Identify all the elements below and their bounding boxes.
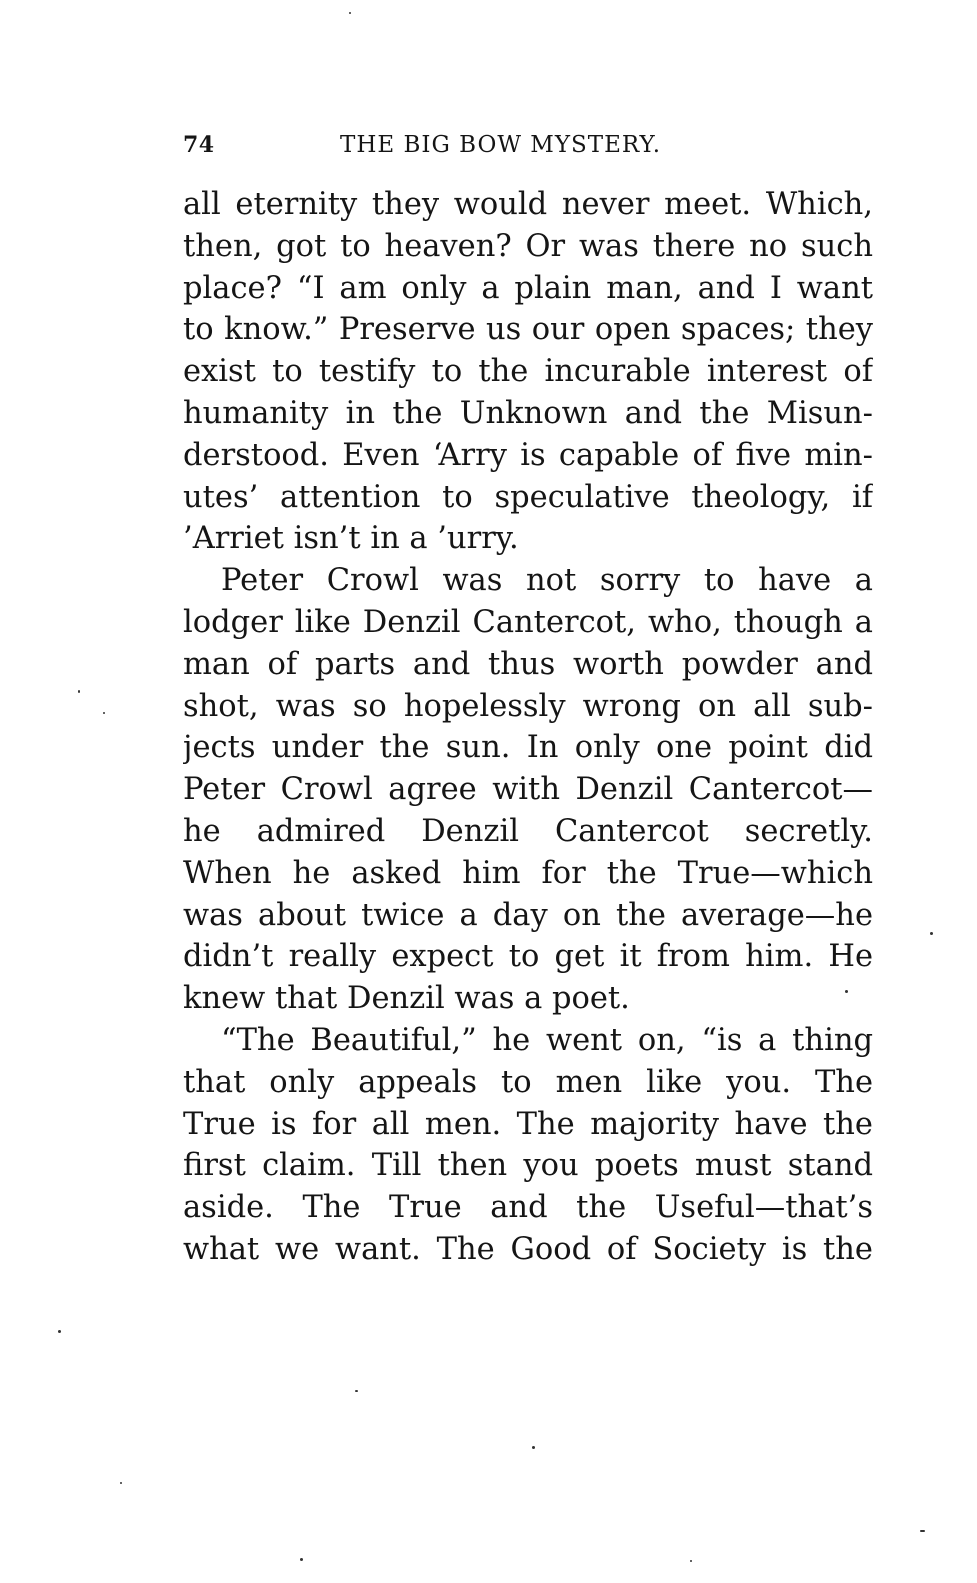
running-head xyxy=(183,124,873,164)
scan-speck xyxy=(103,712,105,714)
text-line: ’Arriet isn’t in a ’urry. xyxy=(183,521,519,557)
text-line: exist to testify to the incurable interest of xyxy=(183,354,873,390)
text-line: then, got to heaven? Or was there no such xyxy=(183,228,873,264)
text-line: first claim. Till then you poets must stand xyxy=(183,1148,873,1184)
text-line: Peter Crowl was not sorry to have a xyxy=(221,563,873,599)
text-line: aside. The True and the Useful—that’s xyxy=(183,1190,873,1226)
scan-speck xyxy=(920,1530,925,1532)
text-line: Peter Crowl agree with Denzil Cantercot— xyxy=(183,772,873,808)
text-line: all eternity they would never meet. Which, xyxy=(183,187,873,222)
text-line: humanity in the Unknown and the Misun- xyxy=(183,395,873,431)
text-line: True is for all men. The majority have the xyxy=(183,1106,873,1142)
text-line: knew that Denzil was a poet. xyxy=(183,981,630,1017)
body-text xyxy=(183,184,873,1271)
text-line: “The Beautiful,” he went on, “is a thing xyxy=(221,1022,873,1058)
text-line: he admired Denzil Cantercot secretly. xyxy=(183,813,873,849)
scan-speck xyxy=(58,1330,61,1333)
text-line: to know.” Preserve us our open spaces; they xyxy=(183,312,873,348)
scan-speck xyxy=(690,1560,692,1562)
text-line: shot, was so hopelessly wrong on all sub- xyxy=(183,688,873,724)
text-line: man of parts and thus worth powder and xyxy=(183,646,873,682)
scan-speck xyxy=(355,1390,358,1392)
scan-speck xyxy=(349,12,351,14)
text-line: that only appeals to men like you. The xyxy=(183,1064,873,1100)
scan-speck xyxy=(532,1446,535,1449)
text-line: was about twice a day on the average—he xyxy=(183,897,873,933)
text-line: derstood. Even ‘Arry is capable of five min- xyxy=(183,437,873,473)
text-line: place? “I am only a plain man, and I want xyxy=(183,270,873,306)
scan-speck xyxy=(120,1482,122,1484)
running-title: THE BIG BOW MYSTERY. xyxy=(340,132,662,158)
text-line: jects under the sun. In only one point did xyxy=(183,730,873,766)
scan-speck xyxy=(78,690,80,693)
scan-speck xyxy=(930,932,933,935)
text-line: utes’ attention to speculative theology, if xyxy=(183,479,873,515)
text-line: didn’t really expect to get it from him. He xyxy=(183,939,873,975)
text-line: When he asked him for the True—which xyxy=(183,855,873,891)
page-number: 74 xyxy=(183,132,215,158)
text-line: what we want. The Good of Society is the xyxy=(183,1231,873,1267)
text-line: lodger like Denzil Cantercot, who, though a xyxy=(183,604,873,640)
scan-speck xyxy=(845,990,848,993)
scan-speck xyxy=(300,1558,303,1561)
